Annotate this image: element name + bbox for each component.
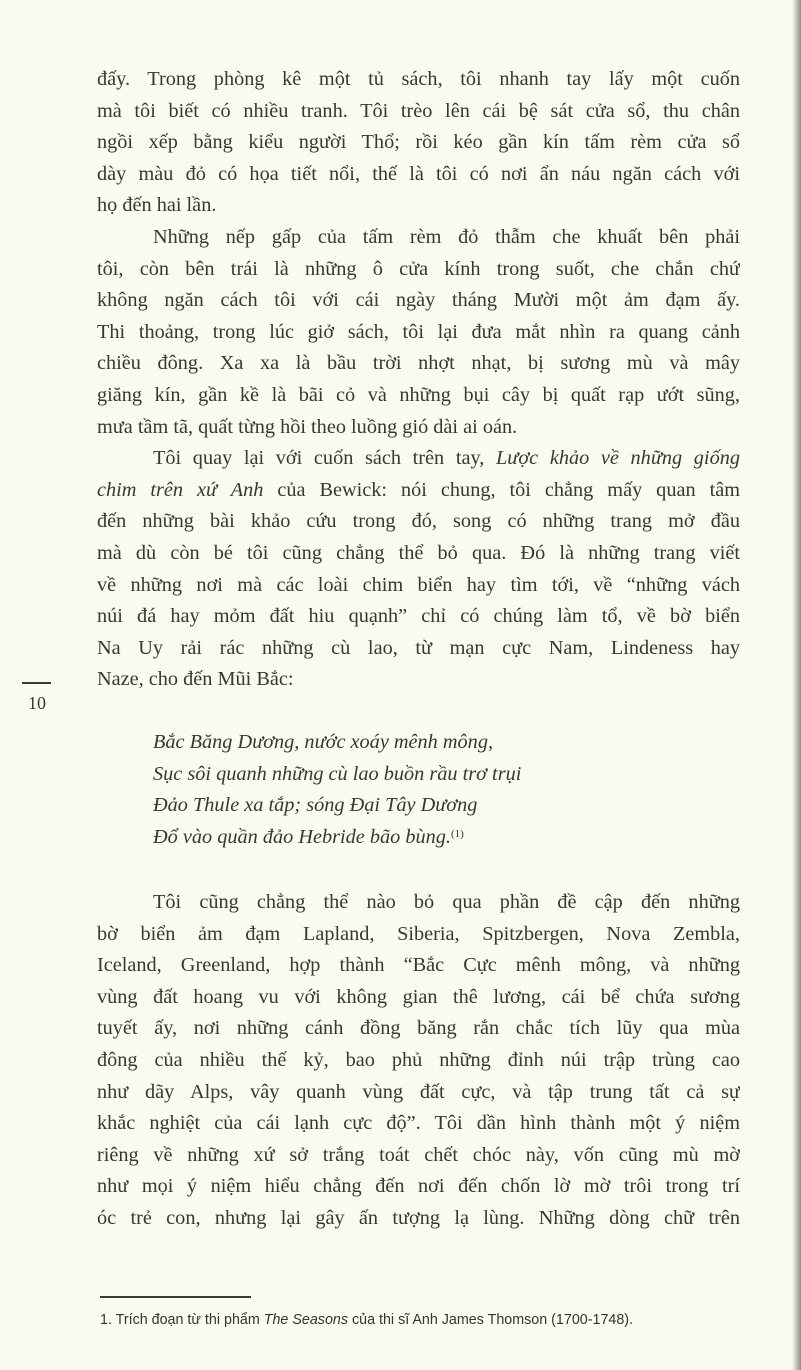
- text-line: chiều đông. Xa xa là bầu trời nhợt nhạt, bị sương mù và mây: [97, 352, 740, 375]
- text-line: đông của nhiều thế kỷ, bao phủ những đỉnh núi trập trùng cao: [97, 1048, 740, 1071]
- text-line: óc trẻ con, nhưng lại gây ấn tượng lạ lùng. Những dòng chữ trên: [97, 1206, 740, 1229]
- text-line: tuyết ấy, nơi những cánh đồng băng rắn chắc tích lũy qua mùa: [97, 1017, 740, 1040]
- text-line: [97, 475, 740, 507]
- text-line: dày màu đỏ có họa tiết nổi, thế là tôi có nơi ẩn náu ngăn cách với: [97, 162, 740, 185]
- text-line: không ngăn cách tôi với cái ngày tháng Mười một ảm đạm ấy.: [97, 289, 740, 312]
- text-line: như mọi ý niệm hiểu chẳng đến nơi đến chốn lờ mờ trôi trong trí: [97, 1175, 740, 1198]
- text-line: đến những bài khảo cứu trong đó, song có những trang mở đầu: [97, 510, 740, 533]
- footnote-title: The Seasons: [263, 1312, 348, 1328]
- footnote-suffix: của thi sĩ Anh James Thomson (1700-1748).: [348, 1312, 634, 1328]
- text-segment: Tôi quay lại với cuốn sách trên tay,: [153, 447, 497, 470]
- text-line: khắc nghiệt của cái lạnh cực độ”. Tôi dần hình thành một ý niệm: [97, 1112, 740, 1135]
- text-line: mà tôi biết có nhiều tranh. Tôi trèo lên cái bệ sát cửa sổ, thu chân: [97, 99, 740, 122]
- italic-book-title: Lược khảo về những giống: [496, 447, 740, 470]
- text-line: riêng về những xứ sở trắng toát chết chóc này, vốn cũng mù mờ: [97, 1143, 740, 1166]
- poem-line-text: Đổ vào quần đảo Hebride bão bùng.: [153, 825, 451, 848]
- text-segment: của Bewick: nói chung, tôi chẳng mấy quan tâm: [263, 478, 740, 501]
- text-line: Iceland, Greenland, hợp thành “Bắc Cực mênh mông, và những: [97, 954, 740, 977]
- text-line: về những nơi mà các loài chim biển hay tìm tới, về “những vách: [97, 573, 740, 596]
- page-number: 10: [28, 693, 46, 713]
- text-line: núi đá hay mỏm đất hiu quạnh” chỉ có chúng làm tổ, về bờ biển: [97, 605, 740, 628]
- page-number-rule: [22, 682, 51, 684]
- body-text: [97, 64, 740, 696]
- page-edge-shadow: [792, 0, 801, 1370]
- text-line: bờ biển ảm đạm Lapland, Siberia, Spitzbergen, Nova Zembla,: [97, 922, 740, 945]
- text-line: như dãy Alps, vây quanh vùng đất cực, và tập trung tất cả sự: [97, 1080, 740, 1103]
- text-line: tôi, còn bên trái là những ô cửa kính trong suốt, che chắn chứ: [97, 257, 740, 280]
- text-line: vùng đất hoang vu với không gian thê lương, cái bể chứa sương: [97, 985, 740, 1008]
- footnote-prefix: 1. Trích đoạn từ thi phẩm: [100, 1312, 264, 1328]
- poem-line: Bắc Băng Dương, nước xoáy mênh mông,: [153, 731, 494, 753]
- footnote: [100, 1310, 633, 1330]
- italic-book-title: chim trên xứ Anh: [97, 478, 264, 501]
- poem-excerpt: [97, 727, 740, 853]
- poem-line: Sục sôi quanh những cù lao buồn rầu trơ trụi: [153, 762, 522, 785]
- text-line: họ đến hai lần.: [97, 194, 217, 217]
- poem-line: [97, 822, 740, 854]
- text-line: đấy. Trong phòng kê một tủ sách, tôi nhanh tay lấy một cuốn: [97, 68, 740, 90]
- text-line: mưa tầm tã, quất từng hồi theo luồng gió dài ai oán.: [97, 415, 518, 438]
- text-line: Thi thoảng, trong lúc giở sách, tôi lại đưa mắt nhìn ra quang cảnh: [97, 320, 740, 343]
- poem-line: Đảo Thule xa tắp; sóng Đại Tây Dương: [153, 794, 478, 817]
- text-line: giăng kín, gần kề là bãi cỏ và những bụi cây bị quất rạp ướt sũng,: [97, 383, 740, 406]
- text-line: mà dù còn bé tôi cũng chẳng thể bỏ qua. Đó là những trang viết: [97, 541, 740, 564]
- footnote-divider: [100, 1296, 251, 1298]
- footnote-reference[interactable]: (1): [451, 827, 464, 840]
- text-line: [97, 443, 740, 475]
- text-line: Tôi cũng chẳng thể nào bỏ qua phần đề cập đến những: [153, 891, 740, 913]
- paragraph-after-poem: [97, 887, 740, 1235]
- text-line: Những nếp gấp của tấm rèm đỏ thẫm che khuất bên phải: [153, 225, 740, 248]
- text-line: Naze, cho đến Mũi Bắc:: [97, 668, 294, 691]
- text-line: ngồi xếp bằng kiểu người Thổ; rồi kéo gần kín tấm rèm cửa sổ: [97, 131, 740, 154]
- text-line: Na Uy rải rác những cù lao, từ mạn cực Nam, Lindeness hay: [97, 636, 740, 659]
